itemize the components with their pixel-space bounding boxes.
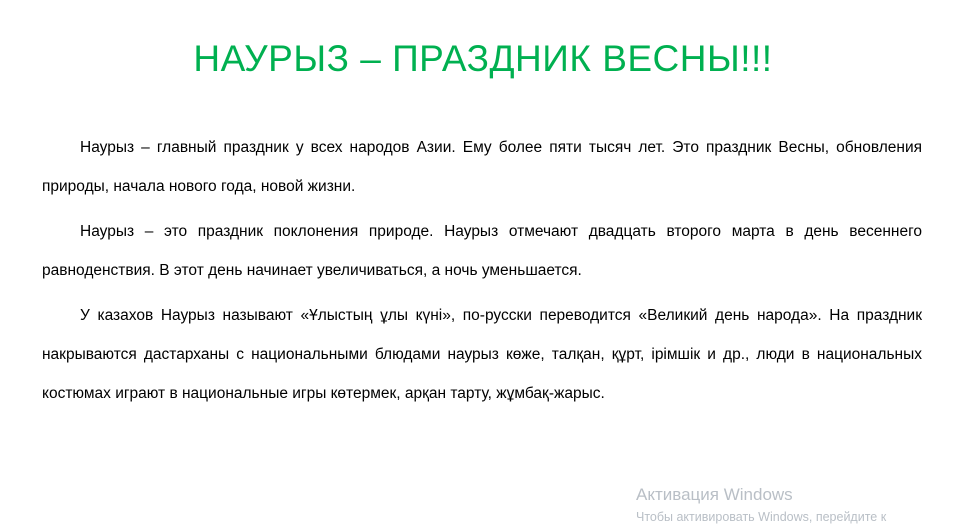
windows-activation-watermark	[636, 484, 966, 526]
page-title: НАУРЫЗ – ПРАЗДНИК ВЕСНЫ!!!	[193, 38, 773, 79]
watermark-subtitle: Чтобы активировать Windows, перейдите к	[636, 510, 887, 524]
watermark-title: Активация Windows	[636, 485, 793, 504]
paragraph: У казахов Наурыз называют «Ұлыстың ұлы күні», по-русски переводится «Великий день народа». На праздник накрываются дастарханы с национальными блюдами наурыз көже, талқан, құрт, ірімшік и др., люди в национальных костюмах играют в национальные игры көтермек, арқан тарту, жұмбақ-жарыс.	[42, 307, 922, 402]
paragraph: Наурыз – главный праздник у всех народов Азии. Ему более пяти тысяч лет. Это праздник Весны, обновления природы, начала нового года, новой жизни.	[42, 139, 922, 195]
paragraph: Наурыз – это праздник поклонения природе. Наурыз отмечают двадцать второго марта в день весеннего равноденствия. В этот день начинает увеличиваться, а ночь уменьшается.	[42, 223, 922, 279]
slide-body-text	[42, 128, 922, 413]
